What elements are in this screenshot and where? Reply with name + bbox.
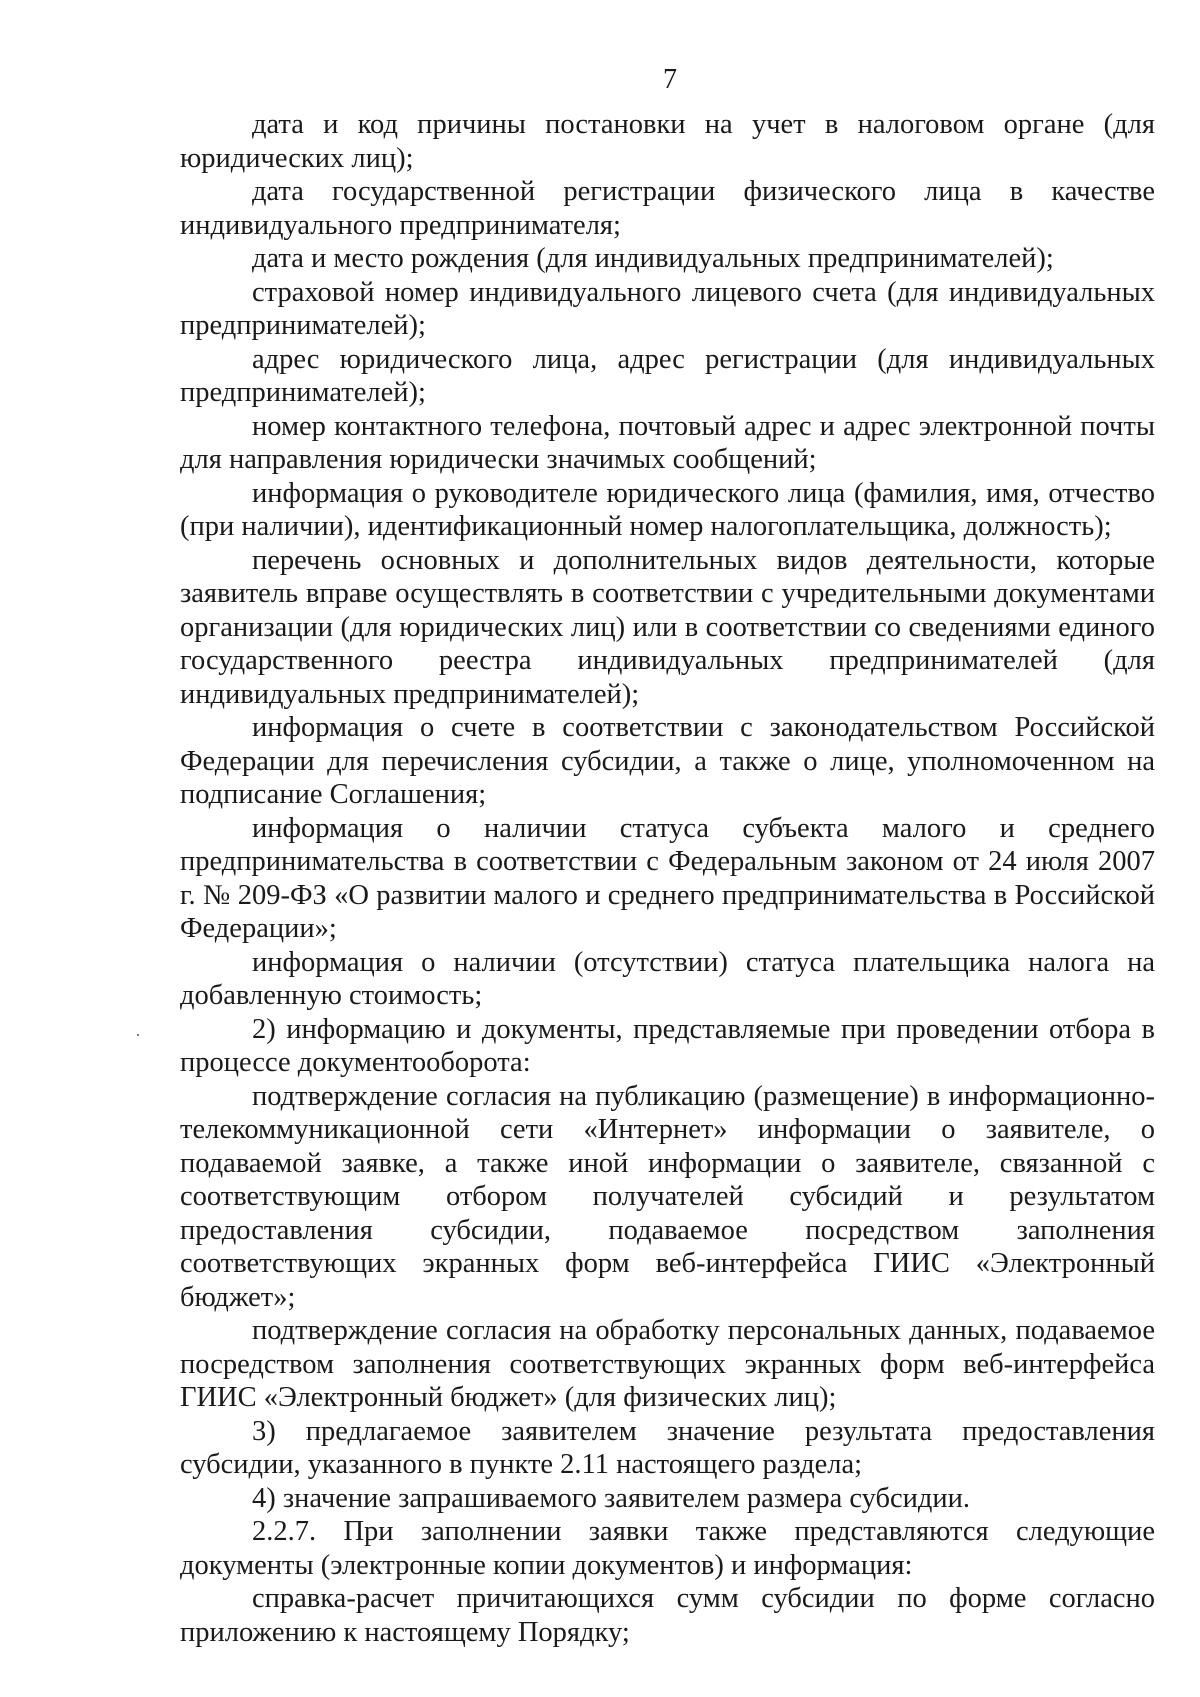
paragraph-account-info: информация о счете в соответствии с законодательством Российской Федерации для перечисления субсидии, а также о лице, уполномоченном на подписание Соглашения; bbox=[180, 712, 1155, 810]
paragraph-registration-date-kpp: дата и код причины постановки на учет в налоговом органе (для юридических лиц); bbox=[180, 109, 1155, 174]
paragraph-birth-date-place: дата и место рождения (для индивидуальных предпринимателей); bbox=[252, 243, 1054, 274]
paragraph-state-registration-date: дата государственной регистрации физического лица в качестве индивидуального предпринимателя; bbox=[180, 176, 1155, 241]
paragraph-personal-data-consent: подтверждение согласия на обработку персональных данных, подаваемое посредством заполнения соответствующих экранных форм веб-интерфейса ГИИС «Электронный бюджет» (для физических лиц); bbox=[180, 1315, 1155, 1413]
paragraph-clause-2-2-7: 2.2.7. При заполнении заявки также представляются следующие документы (электронные копии документов) и информация: bbox=[180, 1516, 1155, 1581]
paragraph-item-4: 4) значение запрашиваемого заявителем размера субсидии. bbox=[252, 1482, 971, 1514]
scan-speck bbox=[137, 1034, 139, 1036]
paragraph-insurance-number: страховой номер индивидуального лицевого счета (для индивидуальных предпринимателей); bbox=[180, 276, 1155, 341]
paragraph-item-2: 2) информацию и документы, представляемые при проведении отбора в процессе документооборота: bbox=[180, 1013, 1155, 1078]
document-body bbox=[180, 108, 1155, 1649]
paragraph-activities: перечень основных и дополнительных видов деятельности, которые заявитель вправе осуществлять в соответствии с учредительными документами организации (для юридических лиц) или в соответствии со сведениями единого государственного реестра индивидуальных предпринимателей (для индивидуальных предпринимателей); bbox=[180, 544, 1155, 710]
paragraph-contacts: номер контактного телефона, почтовый адрес и адрес электронной почты для направления юридически значимых сообщений; bbox=[180, 410, 1155, 475]
paragraph-calculation-certificate: справка-расчет причитающихся сумм субсидии по форме согласно приложению к настоящему Порядку; bbox=[180, 1583, 1155, 1648]
paragraph-publication-consent: подтверждение согласия на публикацию (размещение) в информационно-телекоммуникационной сети «Интернет» информации о заявителе, о подаваемой заявке, а также иной информации о заявителе, связанной с соответствующим отбором получателей субсидий и результатом предоставления субсидии, подаваемое посредством заполнения соответствующих экранных форм веб-интерфейса ГИИС «Электронный бюджет»; bbox=[180, 1080, 1155, 1313]
page-number: 7 bbox=[663, 64, 677, 95]
paragraph-legal-address: адрес юридического лица, адрес регистрации (для индивидуальных предпринимателей); bbox=[180, 343, 1155, 408]
paragraph-item-3: 3) предлагаемое заявителем значение результата предоставления субсидии, указанного в пункте 2.11 настоящего раздела; bbox=[180, 1415, 1155, 1480]
paragraph-head-info: информация о руководителе юридического лица (фамилия, имя, отчество (при наличии), идентификационный номер налогоплательщика, должность); bbox=[180, 477, 1155, 542]
paragraph-sme-status: информация о наличии статуса субъекта малого и среднего предпринимательства в соответствии с Федеральным законом от 24 июля 2007 г. № 209-ФЗ «О развитии малого и среднего предпринимательства в Российской Федерации»; bbox=[180, 812, 1155, 944]
paragraph-vat-status: информация о наличии (отсутствии) статуса плательщика налога на добавленную стоимость; bbox=[180, 946, 1155, 1011]
